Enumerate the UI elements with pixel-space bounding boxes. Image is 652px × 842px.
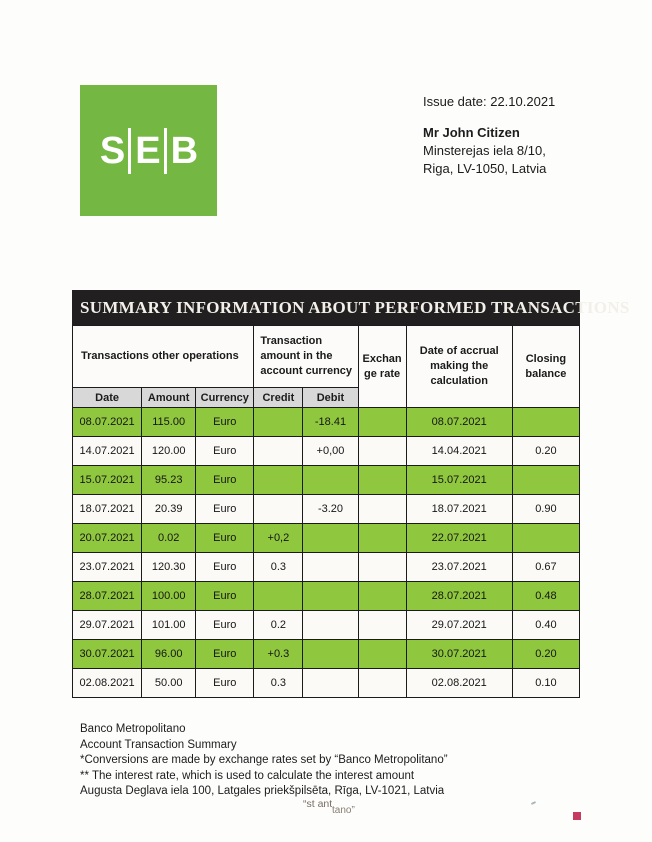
table-row xyxy=(73,524,580,553)
scan-speck-artifact xyxy=(531,801,536,805)
footer-bank-address: Augusta Deglava iela 100, Latgales priekšpilsēta, Rīga, LV-1021, Latvia xyxy=(80,785,445,797)
column-header-exchange-rate: Exchan ge rate xyxy=(358,326,406,408)
cell-accrual-date: 08.07.2021 xyxy=(406,408,512,437)
cell-accrual-date: 15.07.2021 xyxy=(406,466,512,495)
cell-amount: 0.02 xyxy=(142,524,196,553)
cell-credit: +0.3 xyxy=(254,640,303,669)
cell-currency: Euro xyxy=(196,582,254,611)
cell-amount: 50.00 xyxy=(142,669,196,698)
cell-currency: Euro xyxy=(196,466,254,495)
table-row xyxy=(73,437,580,466)
cell-currency: Euro xyxy=(196,408,254,437)
cell-accrual-date: 23.07.2021 xyxy=(406,553,512,582)
transactions-table-section xyxy=(72,290,630,698)
cell-debit xyxy=(303,524,358,553)
cell-currency: Euro xyxy=(196,495,254,524)
cell-currency: Euro xyxy=(196,640,254,669)
table-row xyxy=(73,669,580,698)
cell-debit xyxy=(303,640,358,669)
table-row xyxy=(73,495,580,524)
footer-bank-name: Banco Metropolitano xyxy=(80,723,186,735)
cell-debit xyxy=(303,466,358,495)
cell-closing-balance: 0.20 xyxy=(512,437,579,466)
table-row xyxy=(73,466,580,495)
column-header-closing-balance: Closing balance xyxy=(512,326,579,408)
cell-closing-balance: 0.67 xyxy=(512,553,579,582)
column-header-credit: Credit xyxy=(254,388,303,408)
cell-closing-balance xyxy=(512,524,579,553)
table-row xyxy=(73,408,580,437)
cell-credit: 0.3 xyxy=(254,553,303,582)
cell-date: 28.07.2021 xyxy=(73,582,142,611)
table-row xyxy=(73,582,580,611)
scan-ghost-text: tano” xyxy=(332,805,355,816)
cell-closing-balance: 0.90 xyxy=(512,495,579,524)
column-header-amount: Amount xyxy=(142,388,196,408)
cell-credit xyxy=(254,466,303,495)
cell-exchange-rate xyxy=(358,669,406,698)
cell-closing-balance xyxy=(512,466,579,495)
cell-exchange-rate xyxy=(358,640,406,669)
recipient-address-line1: Minsterejas iela 8/10, xyxy=(423,143,546,158)
table-title: SUMMARY INFORMATION ABOUT PERFORMED TRANSACTIONS xyxy=(72,290,580,325)
cell-debit xyxy=(303,582,358,611)
column-header-date: Date xyxy=(73,388,142,408)
cell-debit xyxy=(303,669,358,698)
cell-debit: -3.20 xyxy=(303,495,358,524)
column-group-transaction-amount: Transaction amount in the account currency xyxy=(254,326,358,388)
cell-debit xyxy=(303,553,358,582)
table-row xyxy=(73,640,580,669)
cell-amount: 20.39 xyxy=(142,495,196,524)
cell-amount: 95.23 xyxy=(142,466,196,495)
cell-credit xyxy=(254,582,303,611)
cell-currency: Euro xyxy=(196,611,254,640)
cell-date: 23.07.2021 xyxy=(73,553,142,582)
cell-date: 30.07.2021 xyxy=(73,640,142,669)
column-group-transactions-other-operations: Transactions other operations xyxy=(73,326,254,388)
cell-accrual-date: 29.07.2021 xyxy=(406,611,512,640)
column-header-accrual-date: Date of accrual making the calculation xyxy=(406,326,512,408)
logo-letter-e: E xyxy=(135,129,160,172)
cell-amount: 100.00 xyxy=(142,582,196,611)
column-header-currency: Currency xyxy=(196,388,254,408)
cell-exchange-rate xyxy=(358,582,406,611)
cell-debit xyxy=(303,611,358,640)
cell-date: 29.07.2021 xyxy=(73,611,142,640)
column-header-debit: Debit xyxy=(303,388,358,408)
cell-accrual-date: 30.07.2021 xyxy=(406,640,512,669)
cell-credit xyxy=(254,437,303,466)
transactions-tbody xyxy=(73,408,580,698)
cell-accrual-date: 28.07.2021 xyxy=(406,582,512,611)
group-header-row xyxy=(73,326,580,388)
logo-divider-bar xyxy=(128,128,131,174)
cell-currency: Euro xyxy=(196,553,254,582)
cell-credit xyxy=(254,495,303,524)
cell-date: 02.08.2021 xyxy=(73,669,142,698)
logo-letter-s: S xyxy=(99,129,125,172)
cell-accrual-date: 02.08.2021 xyxy=(406,669,512,698)
cell-closing-balance: 0.10 xyxy=(512,669,579,698)
cell-currency: Euro xyxy=(196,524,254,553)
cell-date: 14.07.2021 xyxy=(73,437,142,466)
cell-date: 15.07.2021 xyxy=(73,466,142,495)
cell-closing-balance: 0.48 xyxy=(512,582,579,611)
cell-credit: 0.3 xyxy=(254,669,303,698)
cell-amount: 96.00 xyxy=(142,640,196,669)
footer-note-interest: ** The interest rate, which is used to calculate the interest amount xyxy=(80,769,415,782)
cell-exchange-rate xyxy=(358,437,406,466)
cell-credit xyxy=(254,408,303,437)
footer-document-type: Account Transaction Summary xyxy=(80,738,237,751)
cell-amount: 120.30 xyxy=(142,553,196,582)
cell-currency: Euro xyxy=(196,669,254,698)
cell-date: 08.07.2021 xyxy=(73,408,142,437)
logo-letter-b: B xyxy=(170,129,198,172)
cell-credit: 0.2 xyxy=(254,611,303,640)
cell-amount: 115.00 xyxy=(142,408,196,437)
scan-ghost-text: “st ant xyxy=(303,798,333,810)
cell-amount: 101.00 xyxy=(142,611,196,640)
issue-date: Issue date: 22.10.2021 xyxy=(423,94,556,109)
cell-exchange-rate xyxy=(358,524,406,553)
recipient-address-line2: Riga, LV-1050, Latvia xyxy=(423,161,547,176)
cell-debit: +0,00 xyxy=(303,437,358,466)
table-row xyxy=(73,553,580,582)
cell-accrual-date: 14.04.2021 xyxy=(406,437,512,466)
recipient-address-block xyxy=(423,124,546,178)
cell-exchange-rate xyxy=(358,495,406,524)
table-row xyxy=(73,611,580,640)
cell-date: 18.07.2021 xyxy=(73,495,142,524)
cell-accrual-date: 18.07.2021 xyxy=(406,495,512,524)
cell-exchange-rate xyxy=(358,466,406,495)
seb-logo xyxy=(80,85,217,216)
cell-debit: -18.41 xyxy=(303,408,358,437)
recipient-name: Mr John Citizen xyxy=(423,125,520,140)
footer-note-conversions: *Conversions are made by exchange rates set by “Banco Metropolitano” xyxy=(80,754,448,766)
cell-exchange-rate xyxy=(358,408,406,437)
cell-date: 20.07.2021 xyxy=(73,524,142,553)
logo-divider-bar xyxy=(164,128,167,174)
cell-amount: 120.00 xyxy=(142,437,196,466)
cell-accrual-date: 22.07.2021 xyxy=(406,524,512,553)
transactions-table xyxy=(72,325,580,698)
footer-block xyxy=(80,722,448,800)
cell-currency: Euro xyxy=(196,437,254,466)
cell-closing-balance xyxy=(512,408,579,437)
cell-credit: +0,2 xyxy=(254,524,303,553)
cell-closing-balance: 0.20 xyxy=(512,640,579,669)
cell-exchange-rate xyxy=(358,611,406,640)
red-square-mark xyxy=(573,812,581,820)
cell-closing-balance: 0.40 xyxy=(512,611,579,640)
cell-exchange-rate xyxy=(358,553,406,582)
